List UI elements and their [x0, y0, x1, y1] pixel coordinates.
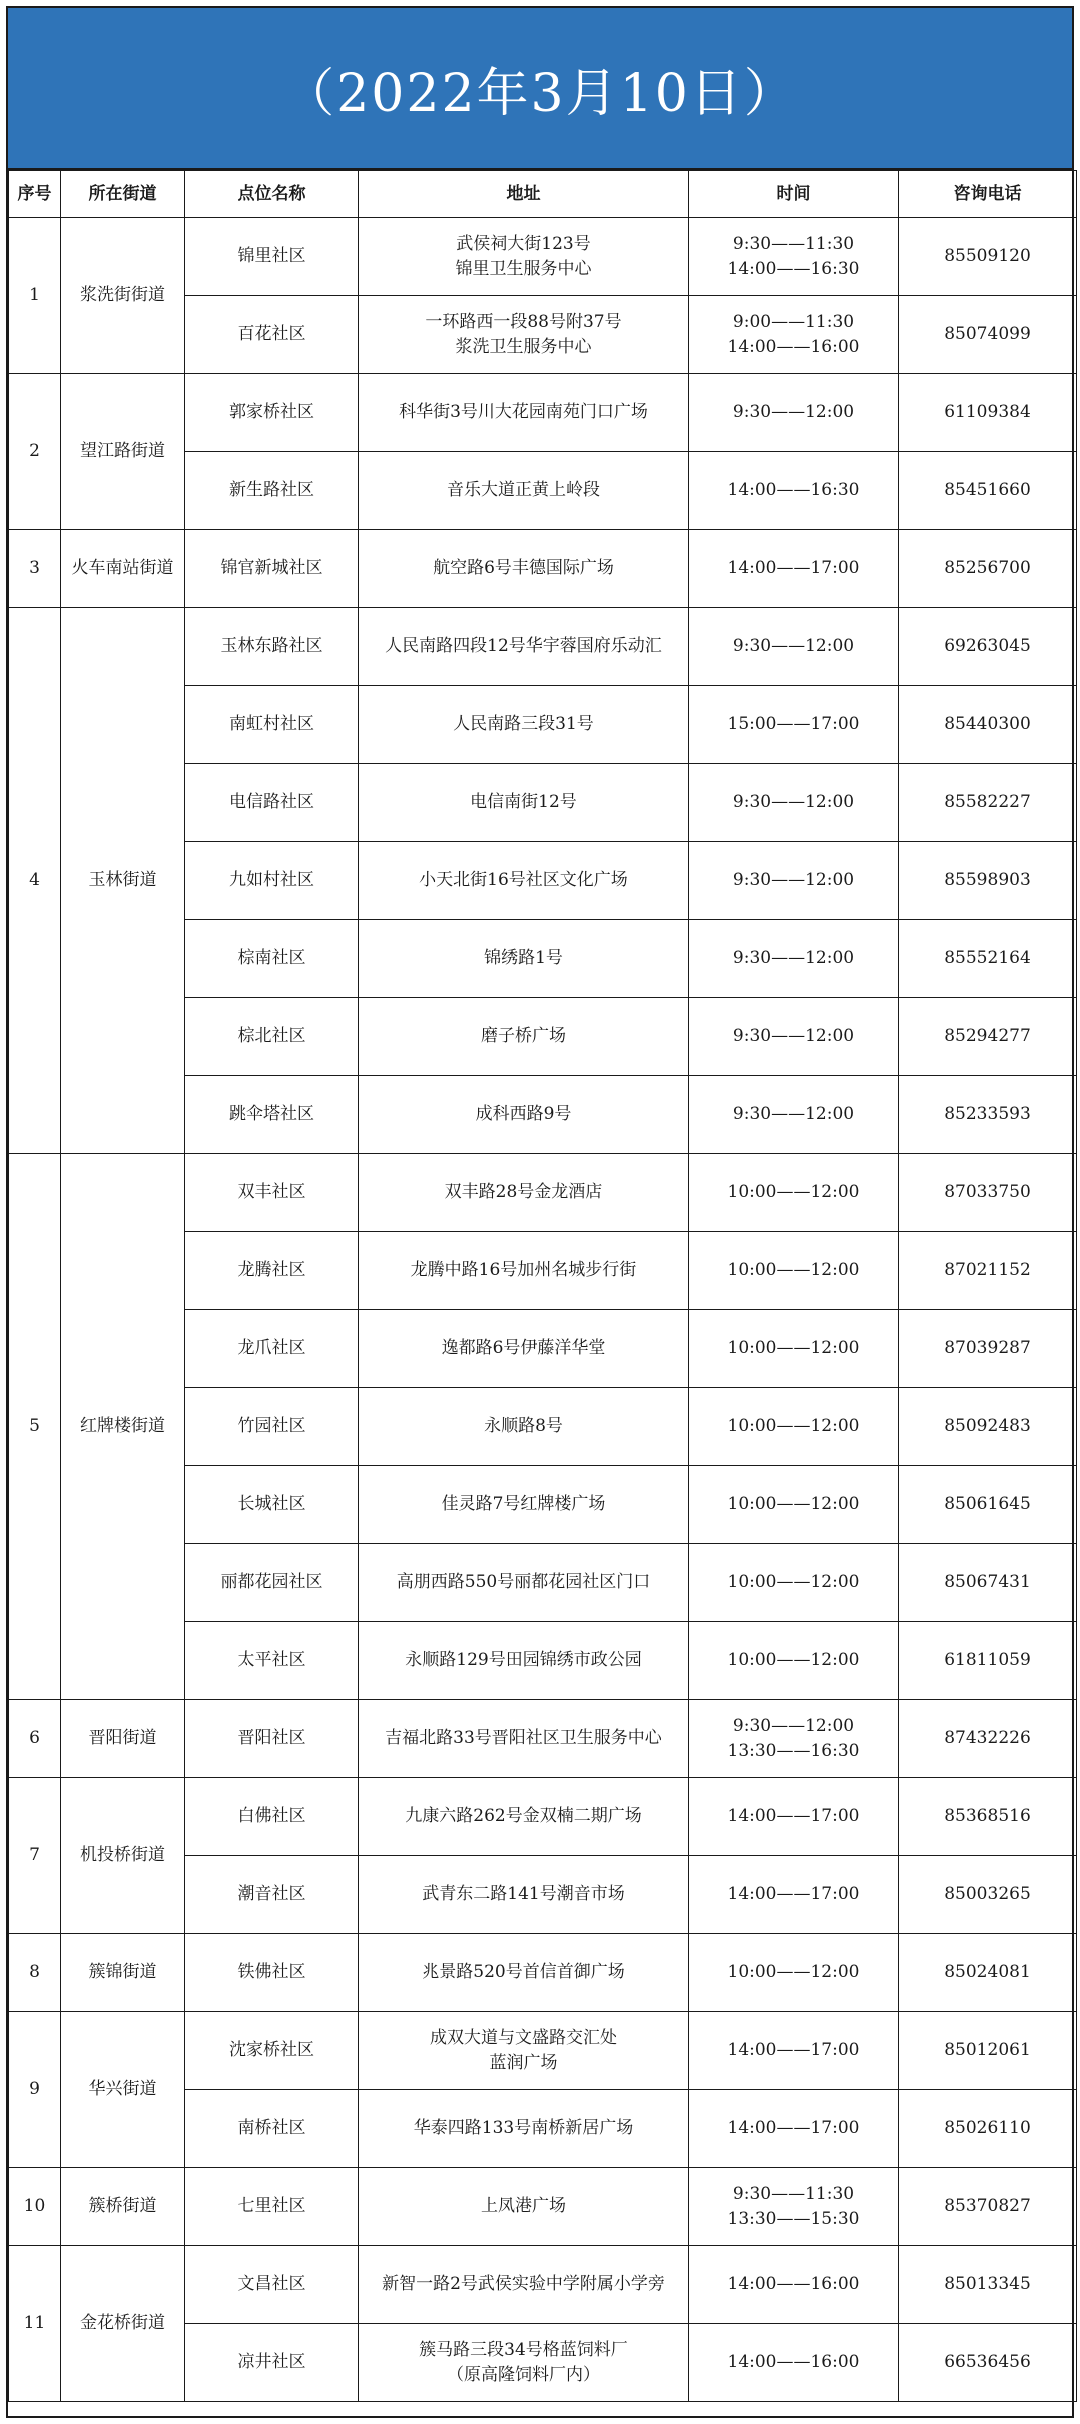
cell-address: 小天北街16号社区文化广场	[359, 842, 689, 920]
cell-time: 9:00——11:30 14:00——16:00	[689, 296, 899, 374]
cell-street: 簇锦街道	[61, 1934, 185, 2012]
cell-site-name: 南虹村社区	[185, 686, 359, 764]
cell-address: 科华街3号川大花园南苑门口广场	[359, 374, 689, 452]
cell-site-name: 铁佛社区	[185, 1934, 359, 2012]
table-row	[9, 218, 1077, 296]
cell-address: 龙腾中路16号加州名城步行街	[359, 1232, 689, 1310]
table-row	[9, 1154, 1077, 1232]
cell-phone: 85440300	[899, 686, 1077, 764]
cell-time: 15:00——17:00	[689, 686, 899, 764]
cell-phone: 85012061	[899, 2012, 1077, 2090]
cell-site-name: 百花社区	[185, 296, 359, 374]
header-phone: 咨询电话	[899, 171, 1077, 218]
cell-address: 永顺路129号田园锦绣市政公园	[359, 1622, 689, 1700]
cell-time: 10:00——12:00	[689, 1154, 899, 1232]
cell-site-name: 跳伞塔社区	[185, 1076, 359, 1154]
cell-phone: 87432226	[899, 1700, 1077, 1778]
cell-site-name: 锦官新城社区	[185, 530, 359, 608]
header-address: 地址	[359, 171, 689, 218]
schedule-table	[8, 170, 1077, 2402]
table-row	[9, 1700, 1077, 1778]
page-title: （2022年3月10日）	[282, 63, 798, 124]
cell-site-name: 沈家桥社区	[185, 2012, 359, 2090]
cell-no: 4	[9, 608, 61, 1154]
cell-phone: 85368516	[899, 1778, 1077, 1856]
cell-address: 逸都路6号伊藤洋华堂	[359, 1310, 689, 1388]
table-row	[9, 374, 1077, 452]
cell-site-name: 锦里社区	[185, 218, 359, 296]
cell-time: 10:00——12:00	[689, 1934, 899, 2012]
cell-time: 9:30——12:00	[689, 842, 899, 920]
cell-time: 14:00——16:00	[689, 2246, 899, 2324]
cell-phone: 87033750	[899, 1154, 1077, 1232]
table-row	[9, 608, 1077, 686]
cell-street: 浆洗街街道	[61, 218, 185, 374]
cell-phone: 61109384	[899, 374, 1077, 452]
cell-phone: 85370827	[899, 2168, 1077, 2246]
cell-site-name: 龙爪社区	[185, 1310, 359, 1388]
cell-no: 10	[9, 2168, 61, 2246]
header-site-name: 点位名称	[185, 171, 359, 218]
cell-time: 9:30——12:00 13:30——16:30	[689, 1700, 899, 1778]
cell-address: 电信南街12号	[359, 764, 689, 842]
cell-time: 14:00——17:00	[689, 2090, 899, 2168]
cell-address: 佳灵路7号红牌楼广场	[359, 1466, 689, 1544]
cell-site-name: 凉井社区	[185, 2324, 359, 2402]
cell-site-name: 双丰社区	[185, 1154, 359, 1232]
cell-time: 9:30——12:00	[689, 764, 899, 842]
cell-site-name: 龙腾社区	[185, 1232, 359, 1310]
cell-time: 9:30——12:00	[689, 920, 899, 998]
cell-site-name: 南桥社区	[185, 2090, 359, 2168]
cell-time: 9:30——12:00	[689, 608, 899, 686]
cell-address: 高朋西路550号丽都花园社区门口	[359, 1544, 689, 1622]
cell-phone: 85061645	[899, 1466, 1077, 1544]
cell-phone: 85013345	[899, 2246, 1077, 2324]
cell-time: 10:00——12:00	[689, 1310, 899, 1388]
cell-address: 武青东二路141号潮音市场	[359, 1856, 689, 1934]
table-body	[9, 218, 1077, 2402]
cell-site-name: 晋阳社区	[185, 1700, 359, 1778]
cell-site-name: 文昌社区	[185, 2246, 359, 2324]
cell-address: 磨子桥广场	[359, 998, 689, 1076]
cell-time: 9:30——12:00	[689, 374, 899, 452]
cell-address: 簇马路三段34号格蓝饲料厂 （原高隆饲料厂内）	[359, 2324, 689, 2402]
cell-no: 3	[9, 530, 61, 608]
cell-site-name: 白佛社区	[185, 1778, 359, 1856]
cell-phone: 87021152	[899, 1232, 1077, 1310]
cell-phone: 61811059	[899, 1622, 1077, 1700]
header-no: 序号	[9, 171, 61, 218]
cell-street: 簇桥街道	[61, 2168, 185, 2246]
cell-time: 10:00——12:00	[689, 1544, 899, 1622]
cell-address: 吉福北路33号晋阳社区卫生服务中心	[359, 1700, 689, 1778]
cell-time: 14:00——17:00	[689, 1778, 899, 1856]
cell-address: 九康六路262号金双楠二期广场	[359, 1778, 689, 1856]
cell-phone: 85509120	[899, 218, 1077, 296]
cell-phone: 69263045	[899, 608, 1077, 686]
cell-street: 金花桥街道	[61, 2246, 185, 2402]
cell-address: 华泰四路133号南桥新居广场	[359, 2090, 689, 2168]
cell-no: 11	[9, 2246, 61, 2402]
cell-street: 玉林街道	[61, 608, 185, 1154]
cell-site-name: 太平社区	[185, 1622, 359, 1700]
cell-no: 2	[9, 374, 61, 530]
cell-street: 机投桥街道	[61, 1778, 185, 1934]
cell-no: 6	[9, 1700, 61, 1778]
cell-time: 10:00——12:00	[689, 1388, 899, 1466]
table-row	[9, 2246, 1077, 2324]
cell-phone: 85294277	[899, 998, 1077, 1076]
cell-site-name: 长城社区	[185, 1466, 359, 1544]
cell-site-name: 九如村社区	[185, 842, 359, 920]
cell-site-name: 潮音社区	[185, 1856, 359, 1934]
cell-site-name: 丽都花园社区	[185, 1544, 359, 1622]
cell-time: 14:00——17:00	[689, 530, 899, 608]
cell-site-name: 电信路社区	[185, 764, 359, 842]
cell-address: 人民南路三段31号	[359, 686, 689, 764]
cell-phone: 85074099	[899, 296, 1077, 374]
cell-time: 14:00——17:00	[689, 1856, 899, 1934]
cell-address: 新智一路2号武侯实验中学附属小学旁	[359, 2246, 689, 2324]
schedule-document	[6, 6, 1074, 2418]
cell-address: 锦绣路1号	[359, 920, 689, 998]
cell-street: 火车南站街道	[61, 530, 185, 608]
cell-no: 5	[9, 1154, 61, 1700]
cell-address: 上凤港广场	[359, 2168, 689, 2246]
table-row	[9, 2168, 1077, 2246]
cell-site-name: 玉林东路社区	[185, 608, 359, 686]
table-row	[9, 530, 1077, 608]
header-street: 所在街道	[61, 171, 185, 218]
cell-phone: 85552164	[899, 920, 1077, 998]
cell-time: 10:00——12:00	[689, 1622, 899, 1700]
cell-phone: 85582227	[899, 764, 1077, 842]
cell-time: 14:00——16:00	[689, 2324, 899, 2402]
cell-no: 1	[9, 218, 61, 374]
cell-site-name: 新生路社区	[185, 452, 359, 530]
cell-street: 红牌楼街道	[61, 1154, 185, 1700]
cell-address: 武侯祠大街123号 锦里卫生服务中心	[359, 218, 689, 296]
cell-time: 9:30——12:00	[689, 998, 899, 1076]
cell-address: 双丰路28号金龙酒店	[359, 1154, 689, 1232]
cell-time: 10:00——12:00	[689, 1466, 899, 1544]
table-header-row	[9, 171, 1077, 218]
cell-street: 华兴街道	[61, 2012, 185, 2168]
cell-phone: 85233593	[899, 1076, 1077, 1154]
table-row	[9, 1934, 1077, 2012]
cell-no: 7	[9, 1778, 61, 1934]
cell-time: 14:00——17:00	[689, 2012, 899, 2090]
header-time: 时间	[689, 171, 899, 218]
cell-time: 14:00——16:30	[689, 452, 899, 530]
cell-site-name: 棕北社区	[185, 998, 359, 1076]
cell-time: 10:00——12:00	[689, 1232, 899, 1310]
cell-phone: 85003265	[899, 1856, 1077, 1934]
cell-time: 9:30——11:30 14:00——16:30	[689, 218, 899, 296]
cell-address: 人民南路四段12号华宇蓉国府乐动汇	[359, 608, 689, 686]
cell-phone: 85451660	[899, 452, 1077, 530]
cell-phone: 87039287	[899, 1310, 1077, 1388]
cell-address: 兆景路520号首信首御广场	[359, 1934, 689, 2012]
cell-street: 望江路街道	[61, 374, 185, 530]
cell-phone: 85256700	[899, 530, 1077, 608]
title-banner	[8, 8, 1072, 170]
cell-no: 9	[9, 2012, 61, 2168]
cell-phone: 85024081	[899, 1934, 1077, 2012]
cell-street: 晋阳街道	[61, 1700, 185, 1778]
cell-address: 成科西路9号	[359, 1076, 689, 1154]
cell-address: 一环路西一段88号附37号 浆洗卫生服务中心	[359, 296, 689, 374]
cell-site-name: 竹园社区	[185, 1388, 359, 1466]
cell-address: 成双大道与文盛路交汇处 蓝润广场	[359, 2012, 689, 2090]
cell-phone: 85067431	[899, 1544, 1077, 1622]
cell-phone: 85026110	[899, 2090, 1077, 2168]
cell-time: 9:30——11:30 13:30——15:30	[689, 2168, 899, 2246]
cell-site-name: 郭家桥社区	[185, 374, 359, 452]
cell-address: 音乐大道正黄上岭段	[359, 452, 689, 530]
cell-no: 8	[9, 1934, 61, 2012]
table-row	[9, 2012, 1077, 2090]
cell-time: 9:30——12:00	[689, 1076, 899, 1154]
cell-phone: 66536456	[899, 2324, 1077, 2402]
cell-address: 航空路6号丰德国际广场	[359, 530, 689, 608]
cell-site-name: 棕南社区	[185, 920, 359, 998]
cell-address: 永顺路8号	[359, 1388, 689, 1466]
cell-site-name: 七里社区	[185, 2168, 359, 2246]
cell-phone: 85092483	[899, 1388, 1077, 1466]
table-row	[9, 1778, 1077, 1856]
cell-phone: 85598903	[899, 842, 1077, 920]
